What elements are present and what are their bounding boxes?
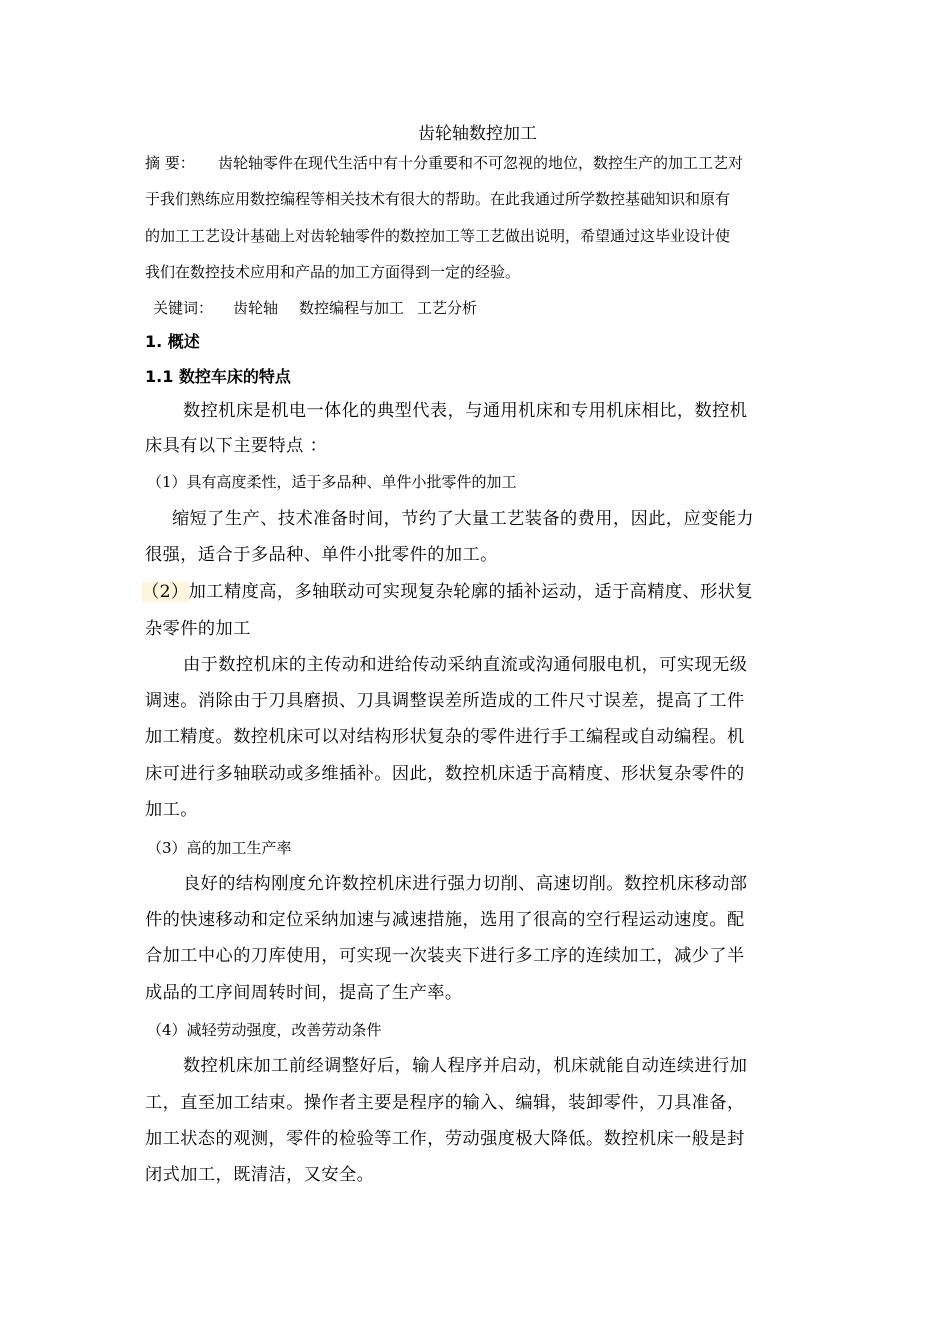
feature-3-title: （3）高的加工生产率 (147, 839, 292, 857)
feature-2-title-text: 加工精度高，多轴联动可实现复杂轮廓的插补运动，适于高精度、形状复 (188, 582, 754, 602)
feature-2-line: 调速。消除由于刀具磨损、刀具调整误差所造成的工件尺寸误差，提高了工件 (145, 691, 745, 711)
keyword: 工艺分析 (417, 299, 478, 317)
feature-2-line: 床可进行多轴联动或多维插补。因此，数控机床适于高精度、形状复杂零件的 (145, 764, 745, 784)
abstract-text: 齿轮轴零件在现代生活中有十分重要和不可忽视的地位，数控生产的加工工艺对 (218, 154, 744, 172)
feature-3-line: 件的快速移动和定位采纳加速与减速措施，选用了很高的空行程运动速度。配 (145, 910, 745, 930)
section-heading-1: 1. 概述 (145, 332, 200, 351)
feature-1-line: 很强，适合于多品种、单件小批零件的加工。 (145, 545, 498, 565)
keyword: 数控编程与加工 (299, 299, 405, 317)
feature-4-line: 工，直至加工结束。操作者主要是程序的输入、编辑，装卸零件，刀具准备， (145, 1093, 745, 1113)
feature-2-title-cont: 杂零件的加工 (145, 619, 251, 639)
feature-4-line: 数控机床加工前经调整好后，输人程序并启动，机床就能自动连续进行加 (183, 1056, 748, 1076)
keyword: 齿轮轴 (233, 299, 279, 317)
intro-line-1: 数控机床是机电一体化的典型代表，与通用机床和专用机床相比，数控机 (183, 401, 748, 421)
feature-3-line: 成品的工序间周转时间，提高了生产率。 (145, 983, 463, 1003)
abstract-line-3: 的加工工艺设计基础上对齿轮轴零件的数控加工等工艺做出说明，希望通过这毕业设计使 (145, 227, 731, 245)
feature-2-line: 加工。 (145, 800, 198, 820)
doc-title: 齿轮轴数控加工 (418, 124, 537, 144)
abstract-line-1 (145, 153, 810, 173)
section-heading-1-1: 1.1 数控车床的特点 (145, 367, 291, 386)
feature-2-line: 加工精度。数控机床可以对结构形状复杂的零件进行手工编程或自动编程。机 (145, 727, 745, 747)
feature-4-line: 闭式加工，既清洁，又安全。 (145, 1165, 375, 1185)
abstract-line-4: 我们在数控技术应用和产品的加工方面得到一定的经验。 (145, 263, 521, 281)
feature-3-line: 合加工中心的刀库使用，可实现一次装夹下进行多工序的连续加工，减少了半 (145, 946, 745, 966)
abstract-label: 摘 要： (145, 154, 195, 172)
feature-4-title: （4）减轻劳动强度，改善劳动条件 (147, 1021, 382, 1039)
keywords-label: 关键词： (153, 299, 214, 317)
abstract-line-2: 于我们熟练应用数控编程等相关技术有很大的帮助。在此我通过所学数控基础知识和原有 (145, 190, 731, 208)
feature-3-line: 良好的结构刚度允许数控机床进行强力切削、高速切削。数控机床移动部 (183, 874, 748, 894)
feature-2-number: （2） (142, 582, 189, 602)
feature-1-title: （1）具有高度柔性，适于多品种、单件小批零件的加工 (147, 473, 517, 491)
feature-4-line: 加工状态的观测，零件的检验等工作，劳动强度极大降低。数控机床一般是封 (145, 1129, 745, 1149)
feature-2-line: 由于数控机床的主传动和进给传动采纳直流或沟通伺服电机，可实现无级 (183, 655, 748, 675)
intro-line-2: 床具有以下主要特点 ： (145, 436, 328, 456)
feature-1-line: 缩短了生产、技术准备时间，节约了大量工艺装备的费用，因此，应变能力 (172, 509, 755, 529)
feature-2-title (142, 582, 807, 602)
keywords-line (153, 298, 818, 318)
